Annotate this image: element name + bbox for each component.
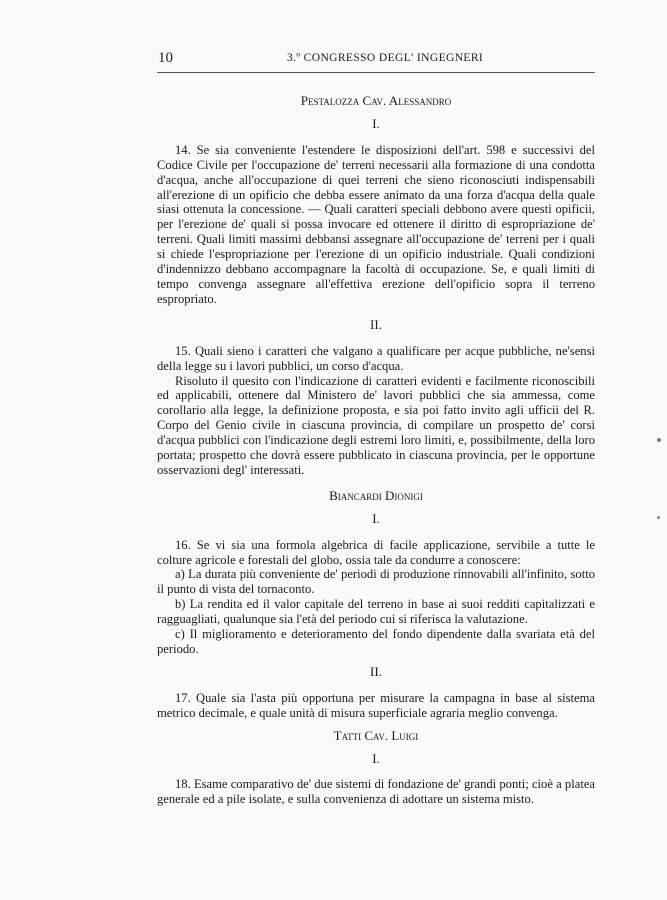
author-heading-tatti: Tatti Cav. Luigi — [333, 727, 419, 743]
question-17: 17. Quale sia l'asta più opportuna per misurare la campagna in base al sistema metrico decimale, e quale unità di misura superficiale agraria meglio convenga. — [157, 690, 595, 720]
author-heading-biancardi: Biancardi Dionigi — [329, 487, 423, 503]
question-18: 18. Esame comparativo de' due sistemi di fondazione de' grandi ponti; cioè a platea generale ed a pile isolate, e sulla convenienza di adottare un sistema misto. — [157, 777, 595, 807]
scan-speck — [657, 438, 661, 442]
question-16-b: b) La rendita ed il valor capitale del terreno in base ai suoi redditi capitalizzati e ragguagliati, qualunque sia l'età del periodo cui si riferisca la valutazione. — [157, 597, 595, 627]
part-numeral: I. — [372, 750, 380, 766]
part-numeral: I. — [372, 510, 380, 526]
question-16-a: a) La durata più conveniente de' periodi di produzione rinnovabili all'infinito, sotto il punto di vista del tornaconto. — [157, 567, 595, 597]
page-body — [157, 94, 595, 807]
question-16-c: c) Il miglioramento e deterioramento del fondo dipendente dalla svariata età del periodo. — [157, 627, 595, 656]
part-numeral: I. — [372, 115, 380, 131]
scan-speck — [657, 516, 660, 519]
question-14: 14. Se sia conveniente l'estendere le disposizioni dell'art. 598 e successivi del Codice Civile per l'occupazione de' terreni necessarii alla formazione di una condotta d'acqua, anche all'occupazione di quei terreni che sieno riconosciuti indispensabili all'erezione di un opificio che debba essere animato da una forza d'acqua della quale siasi ottenuta la concessione. — Quali caratteri speciali debbono avere questi opificii, per l'erezione de' quali si possa invocare ed ottenere il diritto di espropriazione de' terreni. Quali limiti massimi debbansi assegnare all'occupazione de' terreni per i quali si chiede l'espropriazione per l'erezione di un opificio industriale. Quali condizioni d'indennizzo debbano accompagnare la facoltà di occupazione. Se, e quali limiti di tempo convenga assegnare all'effettiva erezione dell'opificio sopra il terreno espropriato. — [157, 142, 595, 306]
running-title: 3.º CONGRESSO DEGL' INGEGNERI — [287, 52, 484, 64]
author-heading-pestalozza: Pestalozza Cav. Alessandro — [300, 93, 452, 108]
question-16: 16. Se vi sia una formola algebrica di facile applicazione, servibile a tutte le colture agricole e forestali del globo, ossia tale da condurre a conoscere: — [157, 537, 595, 567]
header-rule — [157, 72, 595, 73]
part-numeral: II. — [370, 316, 382, 332]
part-numeral: II. — [370, 663, 382, 679]
page-number: 10 — [158, 50, 173, 66]
question-15: 15. Quali sieno i caratteri che valgano a qualificare per acque pubbliche, ne'sensi della legge su i lavori pubblici, un corso d'acqua. — [157, 343, 595, 373]
question-15-resolution: Risoluto il quesito con l'indicazione di caratteri evidenti e facilmente riconoscibili ed applicabili, ottenere dal Ministero de' lavori pubblici che sia ammessa, come corollario alla legge, la definizione proposta, e sia poi fatto invito agli ufficii del R. Corpo del Genio civile in ciascuna provincia, di compilare un prospetto de' corsi d'acqua pubblici con l'indicazione degli estremi loro limiti, e, possibilmente, della loro portata; prospetto che dovrà essere pubblicato in ciascuna provincia, per le opportune osservazioni degl' interessati. — [157, 373, 595, 477]
